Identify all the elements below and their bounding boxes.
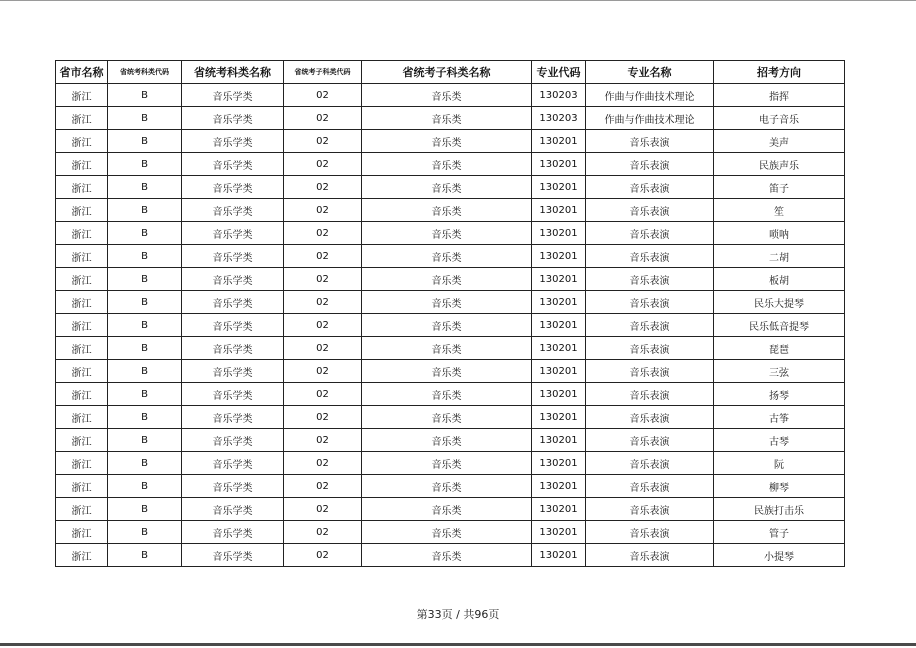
cell-province: 浙江 xyxy=(56,429,108,452)
cell-direction: 扬琴 xyxy=(714,383,845,406)
cell-subcategory-code: 02 xyxy=(284,130,362,153)
cell-direction: 小提琴 xyxy=(714,544,845,567)
cell-province: 浙江 xyxy=(56,245,108,268)
cell-province: 浙江 xyxy=(56,130,108,153)
cell-direction: 电子音乐 xyxy=(714,107,845,130)
cell-direction: 阮 xyxy=(714,452,845,475)
table-row xyxy=(56,498,845,521)
cell-province: 浙江 xyxy=(56,176,108,199)
cell-province: 浙江 xyxy=(56,337,108,360)
cell-subcategory-code: 02 xyxy=(284,245,362,268)
cell-category-code: B xyxy=(108,452,182,475)
cell-category-code: B xyxy=(108,498,182,521)
bottom-border-line xyxy=(0,643,916,646)
cell-subcategory-name: 音乐类 xyxy=(362,383,532,406)
cell-province: 浙江 xyxy=(56,521,108,544)
cell-category-code: B xyxy=(108,245,182,268)
cell-major-name: 音乐表演 xyxy=(586,360,714,383)
cell-subcategory-name: 音乐类 xyxy=(362,245,532,268)
cell-province: 浙江 xyxy=(56,383,108,406)
cell-category-code: B xyxy=(108,544,182,567)
cell-category-name: 音乐学类 xyxy=(182,107,284,130)
cell-category-name: 音乐学类 xyxy=(182,130,284,153)
header-major-name: 专业名称 xyxy=(586,61,714,84)
cell-subcategory-name: 音乐类 xyxy=(362,498,532,521)
cell-category-code: B xyxy=(108,107,182,130)
cell-category-code: B xyxy=(108,222,182,245)
cell-subcategory-name: 音乐类 xyxy=(362,314,532,337)
cell-major-name: 音乐表演 xyxy=(586,153,714,176)
cell-category-name: 音乐学类 xyxy=(182,199,284,222)
header-subcategory-name: 省统考子科类名称 xyxy=(362,61,532,84)
cell-subcategory-code: 02 xyxy=(284,406,362,429)
cell-category-code: B xyxy=(108,383,182,406)
header-major-code: 专业代码 xyxy=(532,61,586,84)
cell-major-name: 音乐表演 xyxy=(586,337,714,360)
cell-category-code: B xyxy=(108,130,182,153)
cell-category-code: B xyxy=(108,521,182,544)
cell-subcategory-name: 音乐类 xyxy=(362,475,532,498)
cell-subcategory-name: 音乐类 xyxy=(362,84,532,107)
cell-major-name: 音乐表演 xyxy=(586,268,714,291)
cell-subcategory-code: 02 xyxy=(284,429,362,452)
cell-subcategory-code: 02 xyxy=(284,199,362,222)
cell-subcategory-name: 音乐类 xyxy=(362,521,532,544)
cell-major-code: 130201 xyxy=(532,544,586,567)
cell-direction: 板胡 xyxy=(714,268,845,291)
cell-province: 浙江 xyxy=(56,498,108,521)
cell-category-code: B xyxy=(108,84,182,107)
cell-province: 浙江 xyxy=(56,360,108,383)
cell-subcategory-name: 音乐类 xyxy=(362,291,532,314)
table-row xyxy=(56,429,845,452)
cell-subcategory-code: 02 xyxy=(284,544,362,567)
cell-major-code: 130201 xyxy=(532,222,586,245)
cell-subcategory-name: 音乐类 xyxy=(362,337,532,360)
cell-category-code: B xyxy=(108,429,182,452)
cell-subcategory-code: 02 xyxy=(284,314,362,337)
table-row xyxy=(56,153,845,176)
cell-category-code: B xyxy=(108,268,182,291)
cell-subcategory-code: 02 xyxy=(284,360,362,383)
cell-direction: 柳琴 xyxy=(714,475,845,498)
cell-direction: 管子 xyxy=(714,521,845,544)
cell-subcategory-name: 音乐类 xyxy=(362,222,532,245)
cell-province: 浙江 xyxy=(56,222,108,245)
cell-major-name: 作曲与作曲技术理论 xyxy=(586,107,714,130)
cell-major-code: 130201 xyxy=(532,360,586,383)
cell-province: 浙江 xyxy=(56,291,108,314)
table-body xyxy=(56,84,845,567)
table-row xyxy=(56,245,845,268)
cell-province: 浙江 xyxy=(56,544,108,567)
cell-category-name: 音乐学类 xyxy=(182,360,284,383)
cell-subcategory-code: 02 xyxy=(284,291,362,314)
admission-table xyxy=(55,60,845,567)
cell-subcategory-code: 02 xyxy=(284,84,362,107)
header-direction: 招考方向 xyxy=(714,61,845,84)
table-row xyxy=(56,268,845,291)
cell-major-name: 音乐表演 xyxy=(586,406,714,429)
cell-major-name: 音乐表演 xyxy=(586,245,714,268)
table-row xyxy=(56,314,845,337)
cell-subcategory-code: 02 xyxy=(284,452,362,475)
header-category-code: 省统考科类代码 xyxy=(108,61,182,84)
table-row xyxy=(56,84,845,107)
cell-major-name: 音乐表演 xyxy=(586,222,714,245)
table-row xyxy=(56,107,845,130)
cell-major-code: 130201 xyxy=(532,199,586,222)
cell-major-name: 作曲与作曲技术理论 xyxy=(586,84,714,107)
cell-category-name: 音乐学类 xyxy=(182,383,284,406)
cell-province: 浙江 xyxy=(56,107,108,130)
cell-category-name: 音乐学类 xyxy=(182,337,284,360)
cell-category-name: 音乐学类 xyxy=(182,521,284,544)
cell-direction: 指挥 xyxy=(714,84,845,107)
header-province: 省市名称 xyxy=(56,61,108,84)
cell-major-code: 130201 xyxy=(532,475,586,498)
cell-category-name: 音乐学类 xyxy=(182,291,284,314)
cell-major-name: 音乐表演 xyxy=(586,475,714,498)
cell-direction: 笙 xyxy=(714,199,845,222)
cell-major-code: 130201 xyxy=(532,176,586,199)
table-row xyxy=(56,176,845,199)
cell-major-code: 130201 xyxy=(532,452,586,475)
table-row xyxy=(56,337,845,360)
cell-province: 浙江 xyxy=(56,153,108,176)
cell-direction: 二胡 xyxy=(714,245,845,268)
cell-subcategory-name: 音乐类 xyxy=(362,176,532,199)
cell-major-code: 130201 xyxy=(532,245,586,268)
cell-direction: 古琴 xyxy=(714,429,845,452)
cell-major-code: 130201 xyxy=(532,337,586,360)
cell-category-code: B xyxy=(108,475,182,498)
table-row xyxy=(56,291,845,314)
cell-category-code: B xyxy=(108,153,182,176)
cell-major-name: 音乐表演 xyxy=(586,429,714,452)
cell-direction: 古筝 xyxy=(714,406,845,429)
cell-direction: 民乐大提琴 xyxy=(714,291,845,314)
cell-major-code: 130203 xyxy=(532,107,586,130)
cell-subcategory-name: 音乐类 xyxy=(362,429,532,452)
cell-major-code: 130201 xyxy=(532,406,586,429)
cell-subcategory-code: 02 xyxy=(284,176,362,199)
cell-direction: 美声 xyxy=(714,130,845,153)
cell-direction: 民族声乐 xyxy=(714,153,845,176)
cell-major-code: 130201 xyxy=(532,291,586,314)
page-number: 第33页 / 共96页 xyxy=(416,608,500,621)
cell-category-code: B xyxy=(108,199,182,222)
cell-category-name: 音乐学类 xyxy=(182,452,284,475)
cell-subcategory-name: 音乐类 xyxy=(362,130,532,153)
cell-major-code: 130203 xyxy=(532,84,586,107)
cell-direction: 三弦 xyxy=(714,360,845,383)
cell-major-name: 音乐表演 xyxy=(586,199,714,222)
table-row xyxy=(56,521,845,544)
cell-province: 浙江 xyxy=(56,199,108,222)
cell-major-code: 130201 xyxy=(532,268,586,291)
header-category-name: 省统考科类名称 xyxy=(182,61,284,84)
cell-category-code: B xyxy=(108,314,182,337)
cell-province: 浙江 xyxy=(56,475,108,498)
cell-category-name: 音乐学类 xyxy=(182,84,284,107)
cell-category-code: B xyxy=(108,406,182,429)
cell-subcategory-code: 02 xyxy=(284,521,362,544)
cell-province: 浙江 xyxy=(56,268,108,291)
table-row xyxy=(56,360,845,383)
cell-category-code: B xyxy=(108,291,182,314)
cell-category-name: 音乐学类 xyxy=(182,268,284,291)
cell-subcategory-name: 音乐类 xyxy=(362,107,532,130)
top-border-line xyxy=(0,0,916,1)
table-row xyxy=(56,475,845,498)
cell-subcategory-code: 02 xyxy=(284,107,362,130)
cell-category-code: B xyxy=(108,176,182,199)
cell-category-name: 音乐学类 xyxy=(182,222,284,245)
cell-direction: 民乐低音提琴 xyxy=(714,314,845,337)
cell-category-name: 音乐学类 xyxy=(182,245,284,268)
cell-category-name: 音乐学类 xyxy=(182,498,284,521)
table-row xyxy=(56,222,845,245)
cell-subcategory-code: 02 xyxy=(284,153,362,176)
table-row xyxy=(56,406,845,429)
table-row xyxy=(56,544,845,567)
cell-category-name: 音乐学类 xyxy=(182,153,284,176)
cell-major-name: 音乐表演 xyxy=(586,314,714,337)
cell-subcategory-name: 音乐类 xyxy=(362,153,532,176)
cell-major-code: 130201 xyxy=(532,521,586,544)
cell-province: 浙江 xyxy=(56,406,108,429)
cell-direction: 琵琶 xyxy=(714,337,845,360)
cell-subcategory-code: 02 xyxy=(284,498,362,521)
cell-subcategory-name: 音乐类 xyxy=(362,268,532,291)
cell-major-name: 音乐表演 xyxy=(586,498,714,521)
cell-category-name: 音乐学类 xyxy=(182,429,284,452)
cell-category-name: 音乐学类 xyxy=(182,314,284,337)
cell-major-name: 音乐表演 xyxy=(586,452,714,475)
cell-major-name: 音乐表演 xyxy=(586,521,714,544)
cell-province: 浙江 xyxy=(56,314,108,337)
cell-major-name: 音乐表演 xyxy=(586,176,714,199)
cell-major-name: 音乐表演 xyxy=(586,383,714,406)
cell-category-name: 音乐学类 xyxy=(182,176,284,199)
table-row xyxy=(56,452,845,475)
cell-subcategory-code: 02 xyxy=(284,268,362,291)
cell-province: 浙江 xyxy=(56,452,108,475)
cell-category-name: 音乐学类 xyxy=(182,544,284,567)
cell-subcategory-name: 音乐类 xyxy=(362,452,532,475)
cell-major-code: 130201 xyxy=(532,498,586,521)
cell-subcategory-name: 音乐类 xyxy=(362,406,532,429)
cell-subcategory-code: 02 xyxy=(284,222,362,245)
cell-major-name: 音乐表演 xyxy=(586,544,714,567)
cell-major-code: 130201 xyxy=(532,130,586,153)
cell-category-code: B xyxy=(108,360,182,383)
cell-subcategory-code: 02 xyxy=(284,383,362,406)
cell-direction: 民族打击乐 xyxy=(714,498,845,521)
cell-category-name: 音乐学类 xyxy=(182,406,284,429)
cell-subcategory-name: 音乐类 xyxy=(362,199,532,222)
table-row xyxy=(56,199,845,222)
table-row xyxy=(56,130,845,153)
cell-direction: 笛子 xyxy=(714,176,845,199)
cell-direction: 唢呐 xyxy=(714,222,845,245)
cell-major-code: 130201 xyxy=(532,383,586,406)
cell-category-code: B xyxy=(108,337,182,360)
cell-province: 浙江 xyxy=(56,84,108,107)
table-row xyxy=(56,383,845,406)
table-header-row xyxy=(56,61,845,84)
cell-major-name: 音乐表演 xyxy=(586,291,714,314)
cell-subcategory-name: 音乐类 xyxy=(362,544,532,567)
cell-major-name: 音乐表演 xyxy=(586,130,714,153)
cell-major-code: 130201 xyxy=(532,153,586,176)
header-subcategory-code: 省统考子科类代码 xyxy=(284,61,362,84)
cell-category-name: 音乐学类 xyxy=(182,475,284,498)
cell-major-code: 130201 xyxy=(532,429,586,452)
cell-subcategory-name: 音乐类 xyxy=(362,360,532,383)
cell-major-code: 130201 xyxy=(532,314,586,337)
cell-subcategory-code: 02 xyxy=(284,337,362,360)
cell-subcategory-code: 02 xyxy=(284,475,362,498)
